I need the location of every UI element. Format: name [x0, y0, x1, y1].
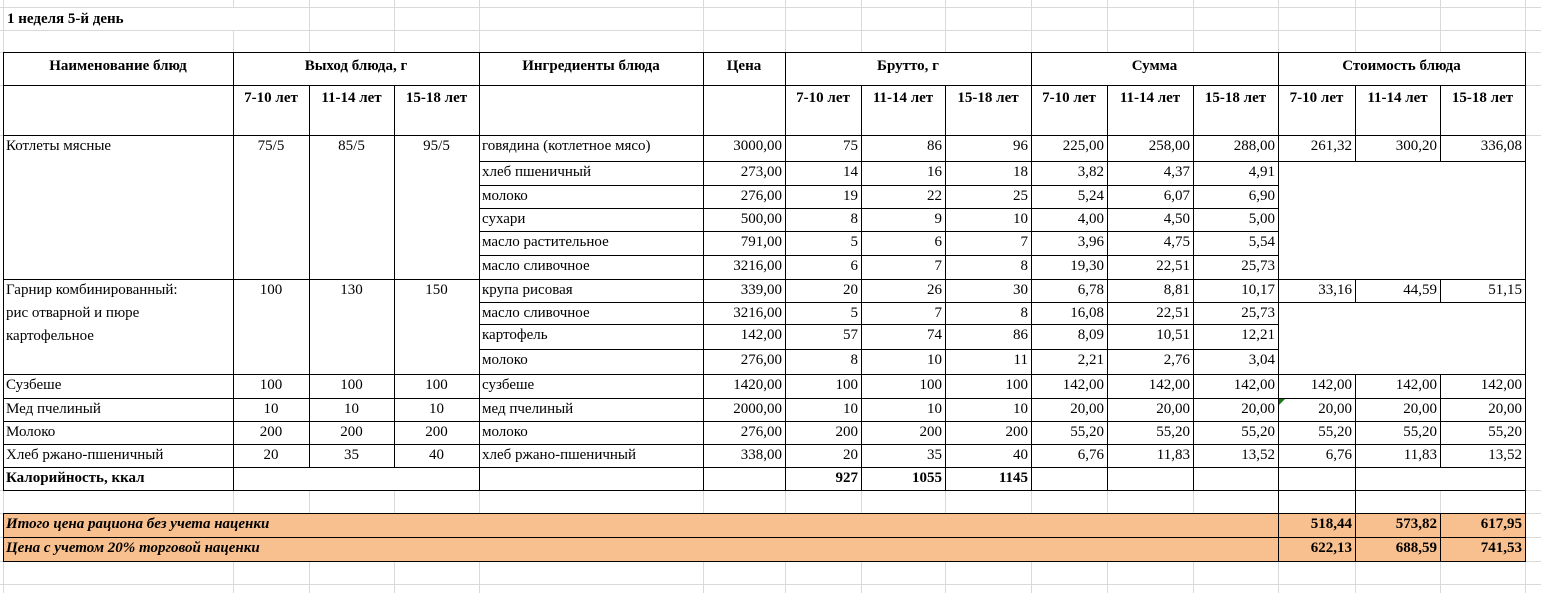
dish-yield: 85/5: [338, 138, 365, 154]
border-line: [1278, 467, 1526, 468]
ingredient-sum: 20,00: [1241, 401, 1275, 417]
border-line: [479, 161, 1279, 162]
ingredient-sum: 20,00: [1156, 401, 1190, 417]
border-line: [3, 52, 4, 491]
border-line: [479, 231, 1279, 232]
ingredient-name: молоко: [482, 352, 528, 368]
dish-cost: 55,20: [1318, 424, 1352, 440]
ingredient-sum: 5,00: [1248, 211, 1275, 227]
ingredient-sum: 5,24: [1077, 188, 1104, 204]
dish-cost: 142,00: [1310, 377, 1352, 393]
ingredient-gross: 14: [843, 164, 858, 180]
ingredient-gross: 10: [1013, 211, 1028, 227]
ingredient-gross: 26: [927, 282, 942, 298]
dish-yield: 95/5: [423, 138, 450, 154]
ingredient-gross: 10: [1013, 401, 1028, 417]
dish-cost: 20,00: [1318, 401, 1352, 417]
ingredient-gross: 86: [1013, 327, 1028, 343]
border-line: [1355, 374, 1356, 399]
ingredient-gross: 19: [843, 188, 858, 204]
dish-name: Хлеб ржано-пшеничный: [6, 447, 164, 463]
dish-name: Сузбеше: [6, 377, 62, 393]
ingredient-sum: 12,21: [1241, 327, 1275, 343]
border-line: [3, 513, 1526, 514]
ingredient-sum: 25,73: [1241, 258, 1275, 274]
ingredient-sum: 3,96: [1077, 234, 1104, 250]
border-line: [1440, 421, 1441, 445]
ingredient-gross: 6: [850, 258, 858, 274]
ingredient-gross: 5: [850, 305, 858, 321]
ingredient-gross: 7: [934, 305, 942, 321]
ingredient-name: крупа рисовая: [482, 282, 573, 298]
border-line: [3, 398, 480, 399]
ingredient-gross: 8: [1020, 305, 1028, 321]
dish-name-line: рис отварной и пюре: [6, 305, 140, 321]
border-line: [394, 85, 395, 136]
dish-name-line: картофельное: [6, 328, 94, 344]
ingredient-sum: 22,51: [1156, 305, 1190, 321]
ingredient-gross: 200: [1005, 424, 1028, 440]
header-age[interactable]: 15-18 лет: [405, 90, 468, 106]
total-value: 518,44: [1310, 516, 1352, 532]
border-line: [1193, 135, 1194, 491]
dish-yield: 100: [259, 377, 283, 393]
gridline: [0, 584, 1541, 585]
border-line: [1525, 490, 1526, 514]
border-line: [1107, 135, 1108, 491]
header-age[interactable]: 11-14 лет: [1367, 90, 1428, 106]
border-line: [1355, 135, 1356, 162]
dish-yield: 130: [340, 282, 363, 298]
dish-yield: 10: [344, 401, 359, 417]
dish-cost: 20,00: [1403, 401, 1437, 417]
dish-cost: 261,32: [1310, 138, 1352, 154]
ingredient-sum: 4,91: [1248, 164, 1275, 180]
border-line: [1355, 490, 1356, 514]
ingredient-name: мед пчелиный: [482, 401, 574, 417]
border-line: [3, 444, 480, 445]
header-sum[interactable]: Сумма: [1131, 58, 1178, 74]
border-line: [1440, 374, 1441, 399]
ingredient-price: 142,00: [740, 327, 782, 343]
ingredient-gross: 200: [835, 424, 858, 440]
ingredient-gross: 9: [934, 211, 942, 227]
border-line: [479, 467, 1279, 468]
border-line: [479, 374, 1279, 375]
header-age[interactable]: 7-10 лет: [244, 90, 298, 106]
border-line: [309, 135, 310, 468]
header-yield[interactable]: Выход блюда, г: [304, 58, 408, 74]
ingredient-sum: 4,00: [1077, 211, 1104, 227]
ingredient-gross: 10: [927, 352, 942, 368]
border-line: [1440, 513, 1441, 538]
border-line: [479, 185, 1279, 186]
dish-name: Мед пчелиный: [6, 401, 101, 417]
ingredient-sum: 288,00: [1233, 138, 1275, 154]
ingredient-sum: 2,76: [1163, 352, 1190, 368]
ingredient-gross: 18: [1013, 164, 1028, 180]
border-line: [1355, 537, 1356, 562]
calories-value: 1145: [998, 470, 1028, 486]
ingredient-sum: 10,17: [1241, 282, 1275, 298]
header-gross[interactable]: Брутто, г: [877, 58, 939, 74]
dish-cost: 55,20: [1403, 424, 1437, 440]
ingredient-sum: 5,54: [1248, 234, 1275, 250]
border-line: [1278, 302, 1526, 303]
cell-comment-indicator: [1279, 399, 1285, 405]
ingredient-sum: 20,00: [1070, 401, 1104, 417]
dish-cost: 142,00: [1395, 377, 1437, 393]
ingredient-name: картофель: [482, 327, 548, 343]
border-line: [945, 135, 946, 491]
ingredient-sum: 25,73: [1241, 305, 1275, 321]
dish-yield: 200: [259, 424, 283, 440]
border-line: [479, 421, 1279, 422]
border-line: [1355, 421, 1356, 445]
ingredient-gross: 96: [1013, 138, 1028, 154]
border-line: [1278, 279, 1526, 280]
dish-cost: 33,16: [1318, 282, 1352, 298]
border-line: [703, 52, 704, 491]
ingredient-name: масло сливочное: [482, 258, 590, 274]
header-age[interactable]: 7-10 лет: [796, 90, 850, 106]
ingredient-sum: 10,51: [1156, 327, 1190, 343]
header-age[interactable]: 15-18 лет: [957, 90, 1019, 106]
ingredient-price: 500,00: [740, 211, 782, 227]
calories-value: 927: [835, 470, 858, 486]
border-line: [233, 52, 234, 491]
total-value: 741,53: [1480, 540, 1522, 556]
ingredient-sum: 225,00: [1062, 138, 1104, 154]
dish-yield: 10: [263, 401, 279, 417]
dish-cost: 142,00: [1480, 377, 1522, 393]
header-price[interactable]: Цена: [726, 58, 762, 74]
ingredient-sum: 142,00: [1233, 377, 1275, 393]
dish-yield: 200: [425, 424, 448, 440]
border-line: [479, 52, 480, 491]
border-line: [1193, 85, 1194, 136]
ingredient-price: 276,00: [740, 352, 782, 368]
header-age[interactable]: 11-14 лет: [872, 90, 934, 106]
border-line: [3, 374, 480, 375]
ingredient-price: 3216,00: [733, 305, 782, 321]
ingredient-sum: 3,04: [1248, 352, 1275, 368]
dish-yield: 100: [259, 282, 283, 298]
border-line: [1355, 279, 1356, 303]
border-line: [1278, 52, 1279, 491]
border-line: [3, 135, 1526, 136]
border-line: [3, 561, 1526, 562]
sheet-title: 1 неделя 5-й день: [7, 11, 124, 27]
dish-cost: 20,00: [1488, 401, 1522, 417]
dish-cost: 336,08: [1480, 138, 1522, 154]
ingredient-name: масло сливочное: [482, 305, 590, 321]
border-line: [861, 85, 862, 136]
border-line: [1278, 513, 1279, 562]
border-line: [1031, 52, 1032, 491]
ingredient-sum: 4,37: [1163, 164, 1190, 180]
border-line: [479, 279, 1279, 280]
border-line: [1355, 85, 1356, 136]
ingredient-sum: 3,82: [1077, 164, 1104, 180]
border-line: [479, 349, 1279, 350]
total-value: 573,82: [1395, 516, 1437, 532]
ingredient-gross: 5: [850, 234, 858, 250]
border-line: [1278, 421, 1526, 422]
ingredient-name: сузбеше: [482, 377, 535, 393]
ingredient-gross: 57: [843, 327, 858, 343]
ingredient-sum: 4,50: [1163, 211, 1190, 227]
ingredient-price: 339,00: [740, 282, 782, 298]
ingredient-sum: 6,76: [1077, 447, 1104, 463]
header-age[interactable]: 7-10 лет: [1289, 90, 1344, 106]
border-line: [1525, 52, 1526, 491]
ingredient-price: 3000,00: [733, 138, 782, 154]
ingredient-name: говядина (котлетное мясо): [482, 138, 651, 154]
ingredient-gross: 20: [843, 282, 858, 298]
border-line: [861, 135, 862, 491]
ingredient-sum: 6,90: [1248, 188, 1275, 204]
ingredient-sum: 258,00: [1148, 138, 1190, 154]
total-value: 617,95: [1480, 516, 1522, 532]
ingredient-gross: 200: [919, 424, 942, 440]
ingredient-gross: 7: [1020, 234, 1028, 250]
ingredient-gross: 10: [927, 401, 942, 417]
total-value: 622,13: [1310, 540, 1352, 556]
ingredient-gross: 75: [843, 138, 858, 154]
dish-name: Котлеты мясные: [6, 138, 112, 154]
dish-cost: 11,83: [1403, 447, 1437, 463]
border-line: [1355, 467, 1356, 491]
border-line: [1278, 398, 1526, 399]
total-label: Цена с учетом 20% торговой наценки: [6, 540, 260, 556]
dish-cost: 55,20: [1488, 424, 1522, 440]
ingredient-price: 2000,00: [733, 401, 782, 417]
ingredient-gross: 11: [1013, 352, 1028, 368]
ingredient-sum: 142,00: [1148, 377, 1190, 393]
dish-yield: 35: [344, 447, 359, 463]
dish-yield: 20: [263, 447, 279, 463]
border-line: [945, 85, 946, 136]
ingredient-gross: 8: [850, 211, 858, 227]
border-line: [1278, 490, 1279, 514]
border-line: [3, 279, 480, 280]
ingredient-price: 276,00: [740, 188, 782, 204]
border-line: [1440, 537, 1441, 562]
ingredient-gross: 100: [1005, 377, 1028, 393]
dish-cost: 51,15: [1488, 282, 1522, 298]
dish-yield: 75/5: [257, 138, 285, 154]
dish-cost: 300,20: [1395, 138, 1437, 154]
ingredient-sum: 4,75: [1163, 234, 1190, 250]
border-line: [1278, 374, 1526, 375]
border-line: [1440, 444, 1441, 468]
dish-yield: 10: [429, 401, 444, 417]
calories-label: Калорийность, ккал: [6, 470, 145, 486]
ingredient-gross: 100: [919, 377, 942, 393]
ingredient-name: хлеб ржано-пшеничный: [482, 447, 637, 463]
ingredient-gross: 20: [843, 447, 858, 463]
border-line: [1440, 135, 1441, 162]
ingredient-sum: 13,52: [1241, 447, 1275, 463]
ingredient-sum: 8,09: [1077, 327, 1104, 343]
border-line: [3, 513, 4, 562]
ingredient-price: 276,00: [740, 424, 782, 440]
ingredient-name: молоко: [482, 424, 528, 440]
ingredient-sum: 22,51: [1156, 258, 1190, 274]
ingredient-sum: 55,20: [1156, 424, 1190, 440]
border-line: [1355, 513, 1356, 538]
ingredient-name: сухари: [482, 211, 526, 227]
ingredient-gross: 7: [934, 258, 942, 274]
border-line: [3, 537, 1526, 538]
ingredient-price: 273,00: [740, 164, 782, 180]
header-dish-name[interactable]: Наименование блюд: [49, 58, 187, 74]
dish-cost: 6,76: [1325, 447, 1352, 463]
ingredient-sum: 2,21: [1077, 352, 1104, 368]
border-line: [3, 85, 1526, 86]
ingredient-sum: 6,07: [1163, 188, 1190, 204]
header-dish-cost[interactable]: Стоимость блюда: [1342, 58, 1461, 74]
ingredient-sum: 8,81: [1163, 282, 1190, 298]
total-value: 688,59: [1395, 540, 1437, 556]
header-age[interactable]: 15-18 лет: [1451, 90, 1514, 106]
ingredient-price: 338,00: [740, 447, 782, 463]
border-line: [3, 467, 480, 468]
header-ingredients[interactable]: Ингредиенты блюда: [522, 58, 660, 74]
ingredient-sum: 55,20: [1070, 424, 1104, 440]
ingredient-gross: 74: [927, 327, 942, 343]
dish-yield: 100: [340, 377, 363, 393]
ingredient-gross: 10: [843, 401, 858, 417]
border-line: [479, 444, 1279, 445]
ingredient-gross: 40: [1013, 447, 1028, 463]
header-age[interactable]: 11-14 лет: [1119, 90, 1181, 106]
border-line: [1278, 161, 1526, 162]
dish-yield: 150: [425, 282, 448, 298]
border-line: [1278, 444, 1526, 445]
ingredient-price: 3216,00: [733, 258, 782, 274]
border-line: [479, 398, 1279, 399]
dish-name-line: Гарнир комбинированный:: [6, 282, 178, 298]
ingredient-sum: 55,20: [1241, 424, 1275, 440]
border-line: [394, 135, 395, 468]
dish-yield: 200: [340, 424, 363, 440]
ingredient-price: 791,00: [740, 234, 782, 250]
border-line: [479, 324, 1279, 325]
dish-name: Молоко: [6, 424, 56, 440]
gridline: [0, 30, 1541, 31]
ingredient-gross: 16: [927, 164, 942, 180]
ingredient-sum: 142,00: [1062, 377, 1104, 393]
ingredient-gross: 86: [927, 138, 942, 154]
border-line: [785, 52, 786, 491]
border-line: [3, 52, 1526, 53]
ingredient-name: молоко: [482, 188, 528, 204]
border-line: [479, 255, 1279, 256]
dish-cost: 13,52: [1488, 447, 1522, 463]
ingredient-gross: 8: [850, 352, 858, 368]
border-line: [1440, 398, 1441, 422]
ingredient-gross: 6: [934, 234, 942, 250]
ingredient-price: 1420,00: [733, 377, 782, 393]
dish-yield: 40: [429, 447, 444, 463]
ingredient-name: масло растительное: [482, 234, 609, 250]
ingredient-gross: 8: [1020, 258, 1028, 274]
ingredient-sum: 11,83: [1156, 447, 1190, 463]
border-line: [1355, 398, 1356, 422]
border-line: [3, 490, 1526, 491]
total-label: Итого цена рациона без учета наценки: [6, 516, 270, 532]
border-line: [1440, 85, 1441, 136]
ingredient-sum: 19,30: [1070, 258, 1104, 274]
border-line: [479, 302, 1279, 303]
border-line: [479, 208, 1279, 209]
header-age[interactable]: 7-10 лет: [1042, 90, 1096, 106]
ingredient-gross: 100: [835, 377, 858, 393]
border-line: [1440, 279, 1441, 303]
ingredient-gross: 25: [1013, 188, 1028, 204]
calories-value: 1055: [912, 470, 942, 486]
border-line: [3, 421, 480, 422]
border-line: [309, 85, 310, 136]
header-age[interactable]: 15-18 лет: [1204, 90, 1267, 106]
border-line: [1107, 85, 1108, 136]
dish-cost: 44,59: [1403, 282, 1437, 298]
border-line: [1355, 444, 1356, 468]
header-age[interactable]: 11-14 лет: [321, 90, 382, 106]
ingredient-gross: 35: [927, 447, 942, 463]
border-line: [1525, 513, 1526, 562]
ingredient-sum: 16,08: [1070, 305, 1104, 321]
ingredient-gross: 22: [927, 188, 942, 204]
ingredient-gross: 30: [1013, 282, 1028, 298]
ingredient-name: хлеб пшеничный: [482, 164, 591, 180]
dish-yield: 100: [425, 377, 448, 393]
ingredient-sum: 6,78: [1077, 282, 1104, 298]
